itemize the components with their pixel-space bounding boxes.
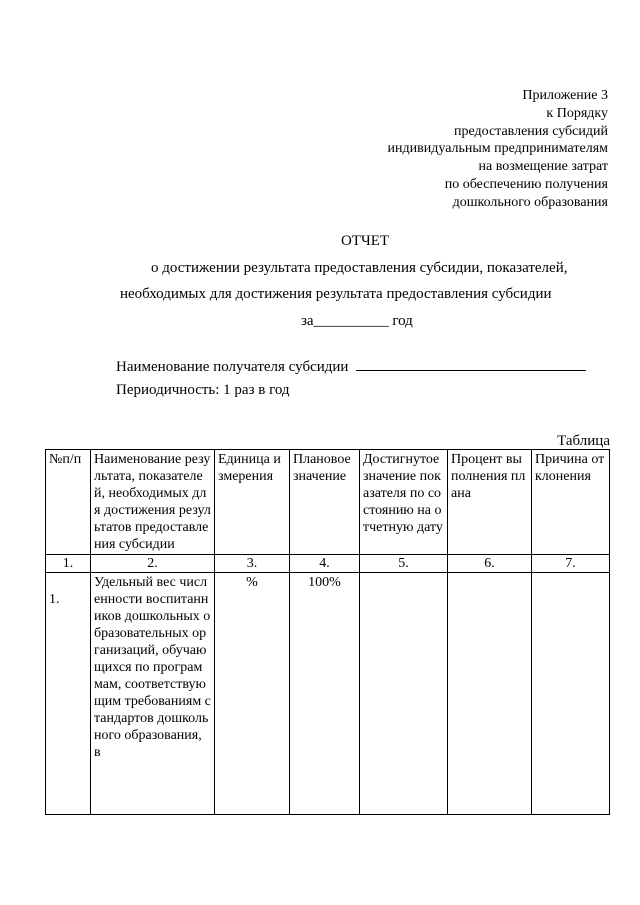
header-cell-number: №п/п (46, 450, 91, 555)
header-cell-percent: Процент выполнения плана (448, 450, 532, 555)
appendix-block (388, 87, 608, 212)
periodicity: Периодичность: 1 раз в год (116, 382, 290, 398)
row-indicator-name: Удельный вес численности воспитанников дошкольных образовательных организаций, обучающихся по программам, соответствующим требованиям стандартов дошкольного образования, в (91, 573, 215, 815)
table-row (46, 573, 610, 815)
row-plan-value: 100% (290, 573, 360, 815)
column-number: 7. (532, 555, 610, 573)
row-number: 1. (46, 573, 91, 815)
table-header-row (46, 450, 610, 555)
recipient-blank-line (356, 356, 586, 371)
appendix-line: предоставления субсидий (453, 123, 608, 139)
column-number: 1. (46, 555, 91, 573)
row-reason (532, 573, 610, 815)
row-achieved-value (360, 573, 448, 815)
appendix-line: индивидуальным предпринимателям (387, 141, 608, 157)
row-unit: % (215, 573, 290, 815)
column-number-row (46, 555, 610, 573)
column-number: 5. (360, 555, 448, 573)
header-cell-plan: Плановое значение (290, 450, 360, 555)
column-number: 3. (215, 555, 290, 573)
appendix-line: Приложение 3 (522, 88, 608, 103)
column-number: 4. (290, 555, 360, 573)
appendix-line: дошкольного образования (452, 194, 608, 210)
table-caption: Таблица (557, 433, 610, 449)
header-cell-achieved: Достигнутое значение показателя по состоянию на отчетную дату (360, 450, 448, 555)
report-table (45, 449, 610, 815)
row-percent (448, 573, 532, 815)
header-cell-unit: Единица измерения (215, 450, 290, 555)
header-cell-name: Наименование результата, показателей, необходимых для достижения результатов предоставления субсидии (91, 450, 215, 555)
column-number: 2. (91, 555, 215, 573)
appendix-line: к Порядку (546, 105, 608, 121)
appendix-line: по обеспечению получения (444, 176, 608, 192)
report-title: ОТЧЕТ (340, 233, 390, 249)
column-number: 6. (448, 555, 532, 573)
report-subtitle-line1: о достижении результата предоставления субсидии, показателей, (151, 260, 568, 276)
report-subtitle-line2: необходимых для достижения результата предоставления субсидии (120, 286, 552, 302)
recipient-label: Наименование получателя субсидии (116, 359, 353, 375)
appendix-line: на возмещение затрат (478, 159, 608, 175)
header-cell-reason: Причина отклонения (532, 450, 610, 555)
report-period: за__________ год (301, 313, 413, 329)
recipient-row (116, 356, 586, 376)
